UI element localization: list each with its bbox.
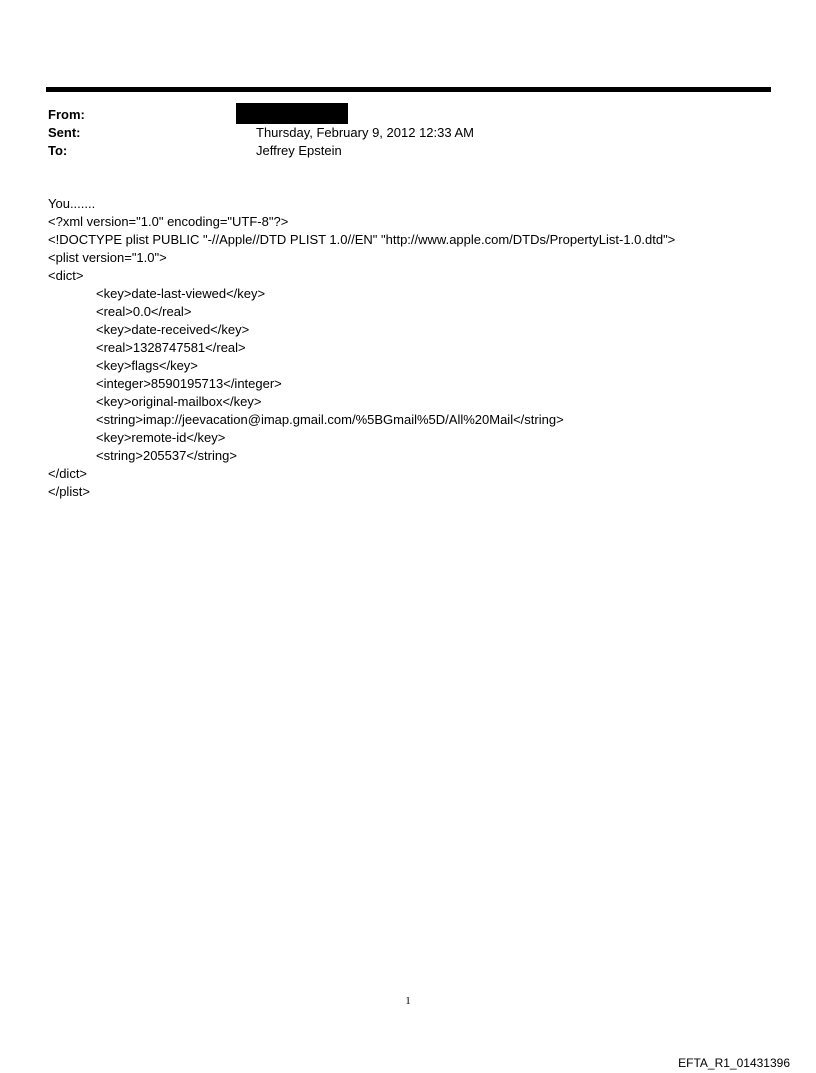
body-line: <key>remote-id</key> [96,430,226,445]
body-line: <real>0.0</real> [96,304,192,319]
header-rule [46,87,771,92]
body-line: You....... [48,196,96,211]
from-label: From: [48,107,85,122]
body-line: <key>date-last-viewed</key> [96,286,266,301]
body-line: <string>205537</string> [96,448,237,463]
document-id: EFTA_R1_01431396 [678,1056,790,1070]
body-line: <integer>8590195713</integer> [96,376,282,391]
sent-value: Thursday, February 9, 2012 12:33 AM [256,125,474,140]
to-label: To: [48,143,68,158]
body-line: <key>date-received</key> [96,322,250,337]
redaction-box [236,103,348,124]
body-line: </dict> [48,466,88,481]
email-body [48,195,675,501]
body-line: <plist version="1.0"> [48,250,167,265]
body-line: <?xml version="1.0" encoding="UTF-8"?> [48,214,289,229]
body-line: <!DOCTYPE plist PUBLIC "-//Apple//DTD PLIST 1.0//EN" "http://www.apple.com/DTDs/PropertyList-1.0.dtd"> [48,232,676,247]
body-line: <dict> [48,268,84,283]
to-value: Jeffrey Epstein [256,143,342,158]
body-line: <string>imap://jeevacation@imap.gmail.com/%5BGmail%5D/All%20Mail</string> [96,412,564,427]
page-number: 1 [405,995,411,1007]
body-line: </plist> [48,484,90,499]
body-line: <real>1328747581</real> [96,340,246,355]
body-line: <key>original-mailbox</key> [96,394,262,409]
sent-label: Sent: [48,125,81,140]
body-line: <key>flags</key> [96,358,198,373]
